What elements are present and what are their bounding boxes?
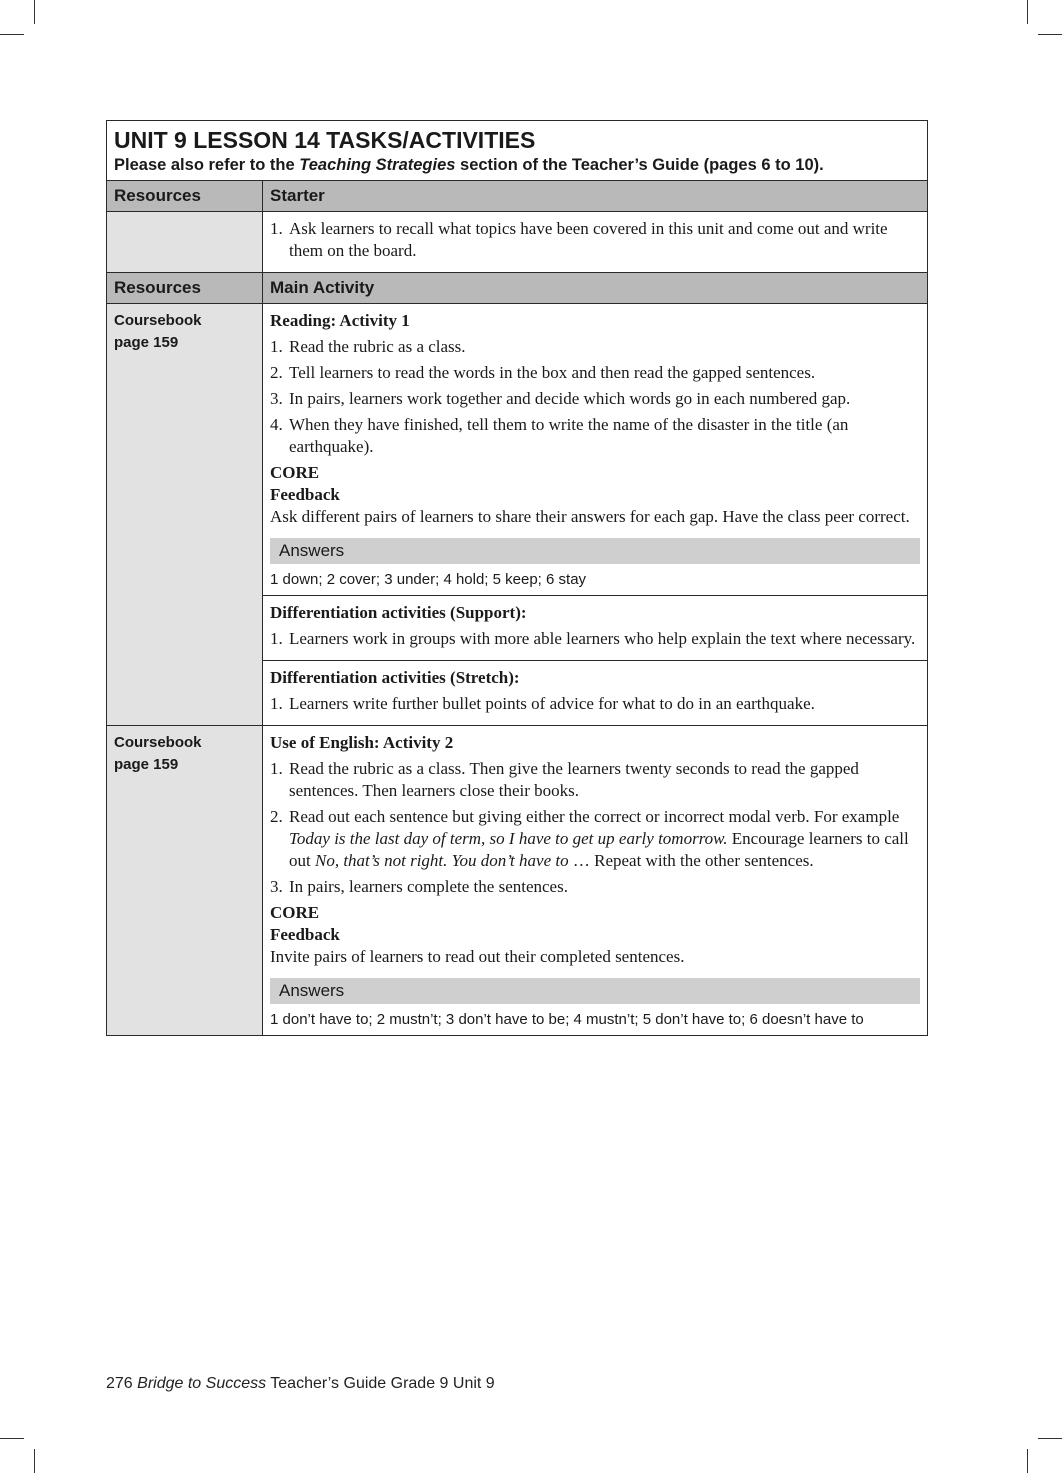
answers-bar: Answers (270, 978, 920, 1004)
crop-mark (34, 0, 35, 24)
starter-header-row (107, 181, 928, 212)
activity-title: Reading: Activity 1 (270, 311, 410, 330)
item-number: 1. (270, 219, 283, 238)
list-item (270, 362, 920, 384)
resource-coursebook: Coursebook (114, 312, 202, 329)
item-text: When they have finished, tell them to write the name of the disaster in the title (an earthquake). (289, 415, 849, 456)
reading-row (107, 304, 928, 596)
answers-bar: Answers (270, 538, 920, 564)
lesson-table (106, 120, 928, 1036)
subtitle-suffix: section of the Teacher’s Guide (pages 6 to 10). (455, 156, 824, 174)
answers-text: 1 down; 2 cover; 3 under; 4 hold; 5 keep; 6 stay (270, 571, 587, 588)
english-list (270, 758, 920, 898)
list-item (270, 414, 920, 458)
main-header-row (107, 273, 928, 304)
resource-page: page 159 (114, 756, 179, 773)
resource-coursebook: Coursebook (114, 734, 202, 751)
starter-resources-cell (107, 212, 263, 273)
item-number: 3. (270, 389, 283, 408)
item-text: Read the rubric as a class. (289, 337, 466, 356)
item-text: Ask learners to recall what topics have been covered in this unit and come out and write them on the board. (289, 219, 888, 260)
item-number: 1. (270, 629, 283, 648)
item-number: 2. (270, 363, 283, 382)
page-number: 276 (106, 1375, 133, 1392)
starter-header: Starter (263, 181, 928, 212)
list-item (270, 336, 920, 358)
stretch-title: Differentiation activities (Stretch): (270, 668, 520, 687)
title-cell (107, 121, 928, 181)
english-content (263, 726, 928, 1036)
reading-content (263, 304, 928, 596)
item-text: Read out each sentence but giving either the correct or incorrect modal verb. For example (289, 807, 900, 826)
item-text: Tell learners to read the words in the box and then read the gapped sentences. (289, 363, 816, 382)
reading-list (270, 336, 920, 458)
list-item (270, 758, 920, 802)
item-text: Learners write further bullet points of advice for what to do in an earthquake. (289, 694, 815, 713)
feedback-text: Invite pairs of learners to read out their completed sentences. (270, 947, 685, 966)
resources-header: Resources (107, 273, 263, 304)
list-item (270, 806, 920, 872)
crop-mark (34, 1449, 35, 1473)
page-subtitle (114, 154, 920, 176)
list-item (270, 693, 920, 715)
feedback-label: Feedback (270, 925, 340, 944)
support-list (270, 628, 920, 650)
stretch-list (270, 693, 920, 715)
activity-title: Use of English: Activity 2 (270, 733, 454, 752)
starter-row (107, 212, 928, 273)
crop-mark (1027, 1449, 1028, 1473)
item-text: In pairs, learners complete the sentences. (289, 877, 568, 896)
crop-mark (0, 1438, 24, 1439)
english-resources-cell (107, 726, 263, 1036)
crop-mark (0, 34, 24, 35)
crop-mark (1038, 1438, 1062, 1439)
stretch-content (263, 661, 928, 726)
item-text: Encourage learners to call out (289, 829, 909, 870)
resource-page: page 159 (114, 334, 179, 351)
list-item (270, 388, 920, 410)
item-text: … Repeat with the other sentences. (568, 851, 814, 870)
item-number: 1. (270, 694, 283, 713)
answers-text: 1 don’t have to; 2 mustn’t; 3 don’t have to be; 4 mustn’t; 5 don’t have to; 6 doesn’t have to (270, 1011, 864, 1028)
crop-mark (1027, 0, 1028, 24)
item-text: Learners work in groups with more able learners who help explain the text where necessary. (289, 629, 916, 648)
book-title: Bridge to Success (137, 1375, 267, 1392)
item-text: Read the rubric as a class. Then give the learners twenty seconds to read the gapped sentences. Then learners close their books. (289, 759, 859, 800)
subtitle-italic: Teaching Strategies (299, 156, 456, 174)
list-item (270, 876, 920, 898)
main-activity-header: Main Activity (263, 273, 928, 304)
item-number: 1. (270, 337, 283, 356)
reading-resources-cell (107, 304, 263, 726)
support-content (263, 596, 928, 661)
starter-list (270, 218, 920, 262)
item-number: 2. (270, 807, 283, 826)
item-number: 1. (270, 759, 283, 778)
subtitle-prefix: Please also refer to the (114, 156, 300, 174)
example-sentence: Today is the last day of term, so I have to get up early tomorrow. (289, 829, 728, 848)
item-number: 4. (270, 415, 283, 434)
core-label: CORE (270, 463, 320, 482)
example-response: No, that’s not right. You don’t have to (314, 851, 569, 870)
list-item (270, 218, 920, 262)
crop-mark (1038, 34, 1062, 35)
feedback-text: Ask different pairs of learners to share their answers for each gap. Have the class peer correct. (270, 507, 910, 526)
english-row (107, 726, 928, 1036)
support-title: Differentiation activities (Support): (270, 603, 527, 622)
core-label: CORE (270, 903, 320, 922)
page-footer (106, 1375, 495, 1393)
resources-header: Resources (107, 181, 263, 212)
item-text: In pairs, learners work together and decide which words go in each numbered gap. (289, 389, 851, 408)
feedback-label: Feedback (270, 485, 340, 504)
footer-text: Teacher’s Guide Grade 9 Unit 9 (266, 1375, 495, 1392)
title-row (107, 121, 928, 181)
page-title: UNIT 9 LESSON 14 TASKS/ACTIVITIES (114, 127, 536, 153)
list-item (270, 628, 920, 650)
starter-content (263, 212, 928, 273)
item-number: 3. (270, 877, 283, 896)
